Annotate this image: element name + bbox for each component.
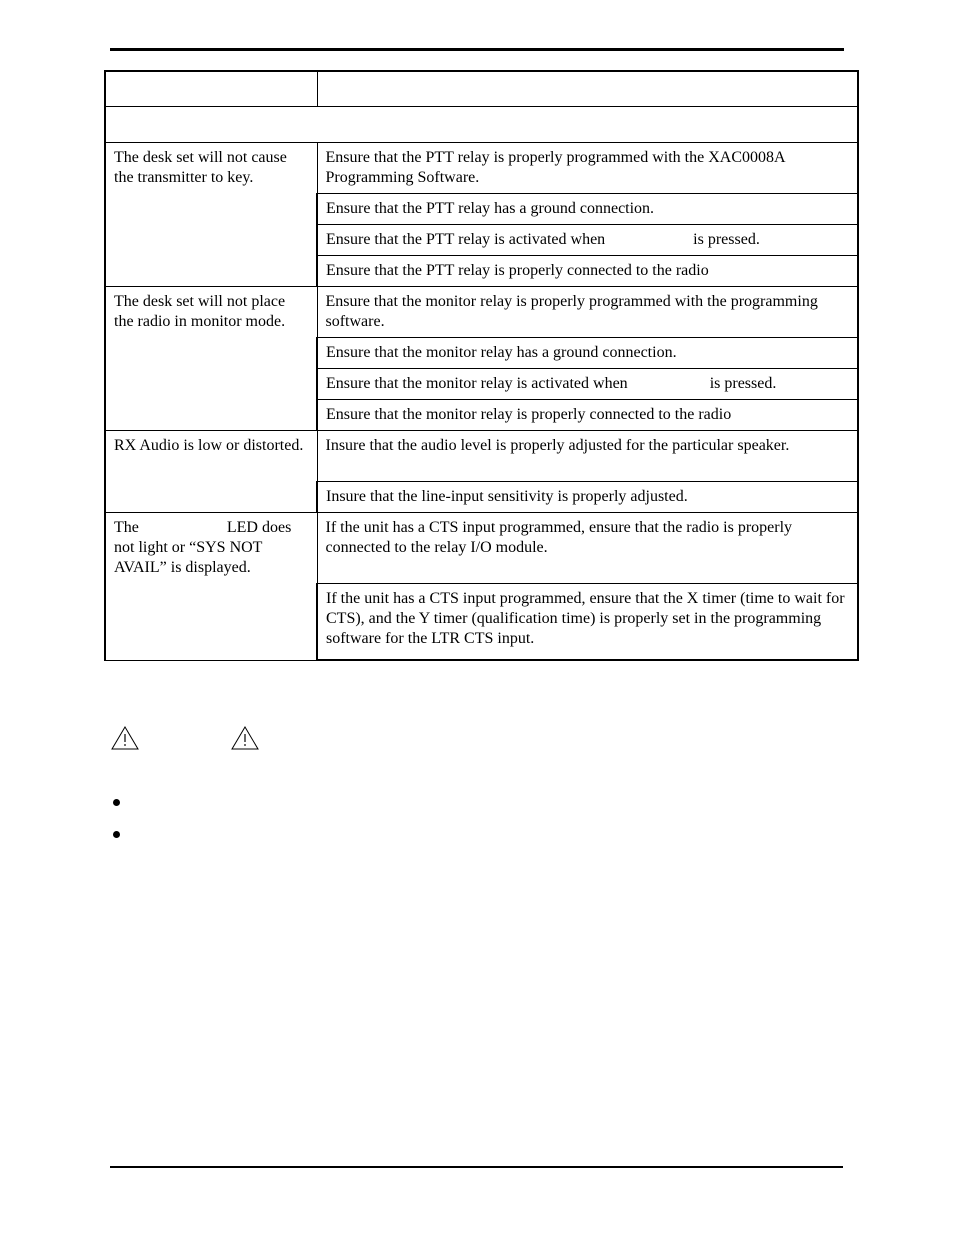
- table-row: [105, 286, 858, 337]
- table-row: [105, 512, 858, 583]
- solution-cell: [317, 399, 858, 430]
- footer-rule: [110, 1166, 843, 1168]
- section-header-cell: [105, 106, 858, 142]
- solution-text: Ensure that the PTT relay is properly connected to the radio: [326, 261, 709, 279]
- bullet-dot-icon: [113, 799, 120, 806]
- problem-cell: [105, 142, 317, 286]
- solution-text: Insure that the audio level is properly adjusted for the particular speaker.: [325, 436, 790, 454]
- solution-text: If the unit has a CTS input programmed, ensure that the X timer (time to wait for CTS), and the Y timer (qualification time) is properly set in the programming software for the LTR CTS input.: [326, 589, 845, 647]
- solution-text: If the unit has a CTS input programmed, ensure that the radio is properly connected to the relay I/O module.: [325, 518, 793, 556]
- problem-cell: [105, 512, 317, 660]
- solution-cell: [317, 337, 858, 368]
- problem-text: The desk set will not place the radio in monitor mode.: [114, 292, 286, 330]
- solution-text: Insure that the line-input sensitivity is properly adjusted.: [326, 487, 688, 505]
- solution-cell: [317, 368, 858, 399]
- solution-text: Ensure that the monitor relay is activated when: [326, 374, 628, 392]
- solution-cell: [317, 255, 858, 286]
- problem-text: RX Audio is low or distorted.: [114, 436, 304, 454]
- solution-cell: [317, 142, 858, 193]
- solution-cell: [317, 224, 858, 255]
- problem-text: The desk set will not cause the transmitter to key.: [114, 148, 287, 186]
- troubleshooting-table: [104, 70, 859, 661]
- solution-cell: [317, 481, 858, 512]
- table-row: [105, 430, 858, 481]
- header-cell-solution: [317, 71, 858, 106]
- solution-text-tail: is pressed.: [693, 230, 760, 248]
- table-row: [105, 142, 858, 193]
- solution-text-tail: is pressed.: [709, 374, 777, 392]
- problem-cell: [105, 286, 317, 430]
- problem-text-head: The: [114, 518, 139, 536]
- solution-cell: [317, 512, 858, 583]
- header-rule: [110, 48, 844, 51]
- solution-text: Ensure that the PTT relay is properly programmed with the XAC0008A Programming Software.: [325, 148, 785, 186]
- solution-text: Ensure that the monitor relay has a ground connection.: [326, 343, 677, 361]
- section-header-row: [105, 106, 858, 142]
- solution-text: Ensure that the monitor relay is properly programmed with the programming software.: [325, 292, 818, 330]
- table-header-row: [105, 71, 858, 106]
- solution-cell: [317, 583, 858, 660]
- solution-text: Ensure that the monitor relay is properly connected to the radio: [326, 405, 732, 423]
- warning-triangle-icon: [111, 726, 139, 750]
- solution-cell: [317, 193, 858, 224]
- solution-cell: [317, 430, 858, 481]
- solution-text: Ensure that the PTT relay is activated when: [326, 230, 606, 248]
- solution-text: Ensure that the PTT relay has a ground connection.: [326, 199, 655, 217]
- problem-cell: [105, 430, 317, 512]
- problem-text-tail: LED does not light or “SYS NOT AVAIL” is displayed.: [114, 518, 292, 576]
- warning-triangle-icon: [231, 726, 259, 750]
- header-cell-problem: [105, 71, 317, 106]
- solution-cell: [317, 286, 858, 337]
- bullet-dot-icon: [113, 831, 120, 838]
